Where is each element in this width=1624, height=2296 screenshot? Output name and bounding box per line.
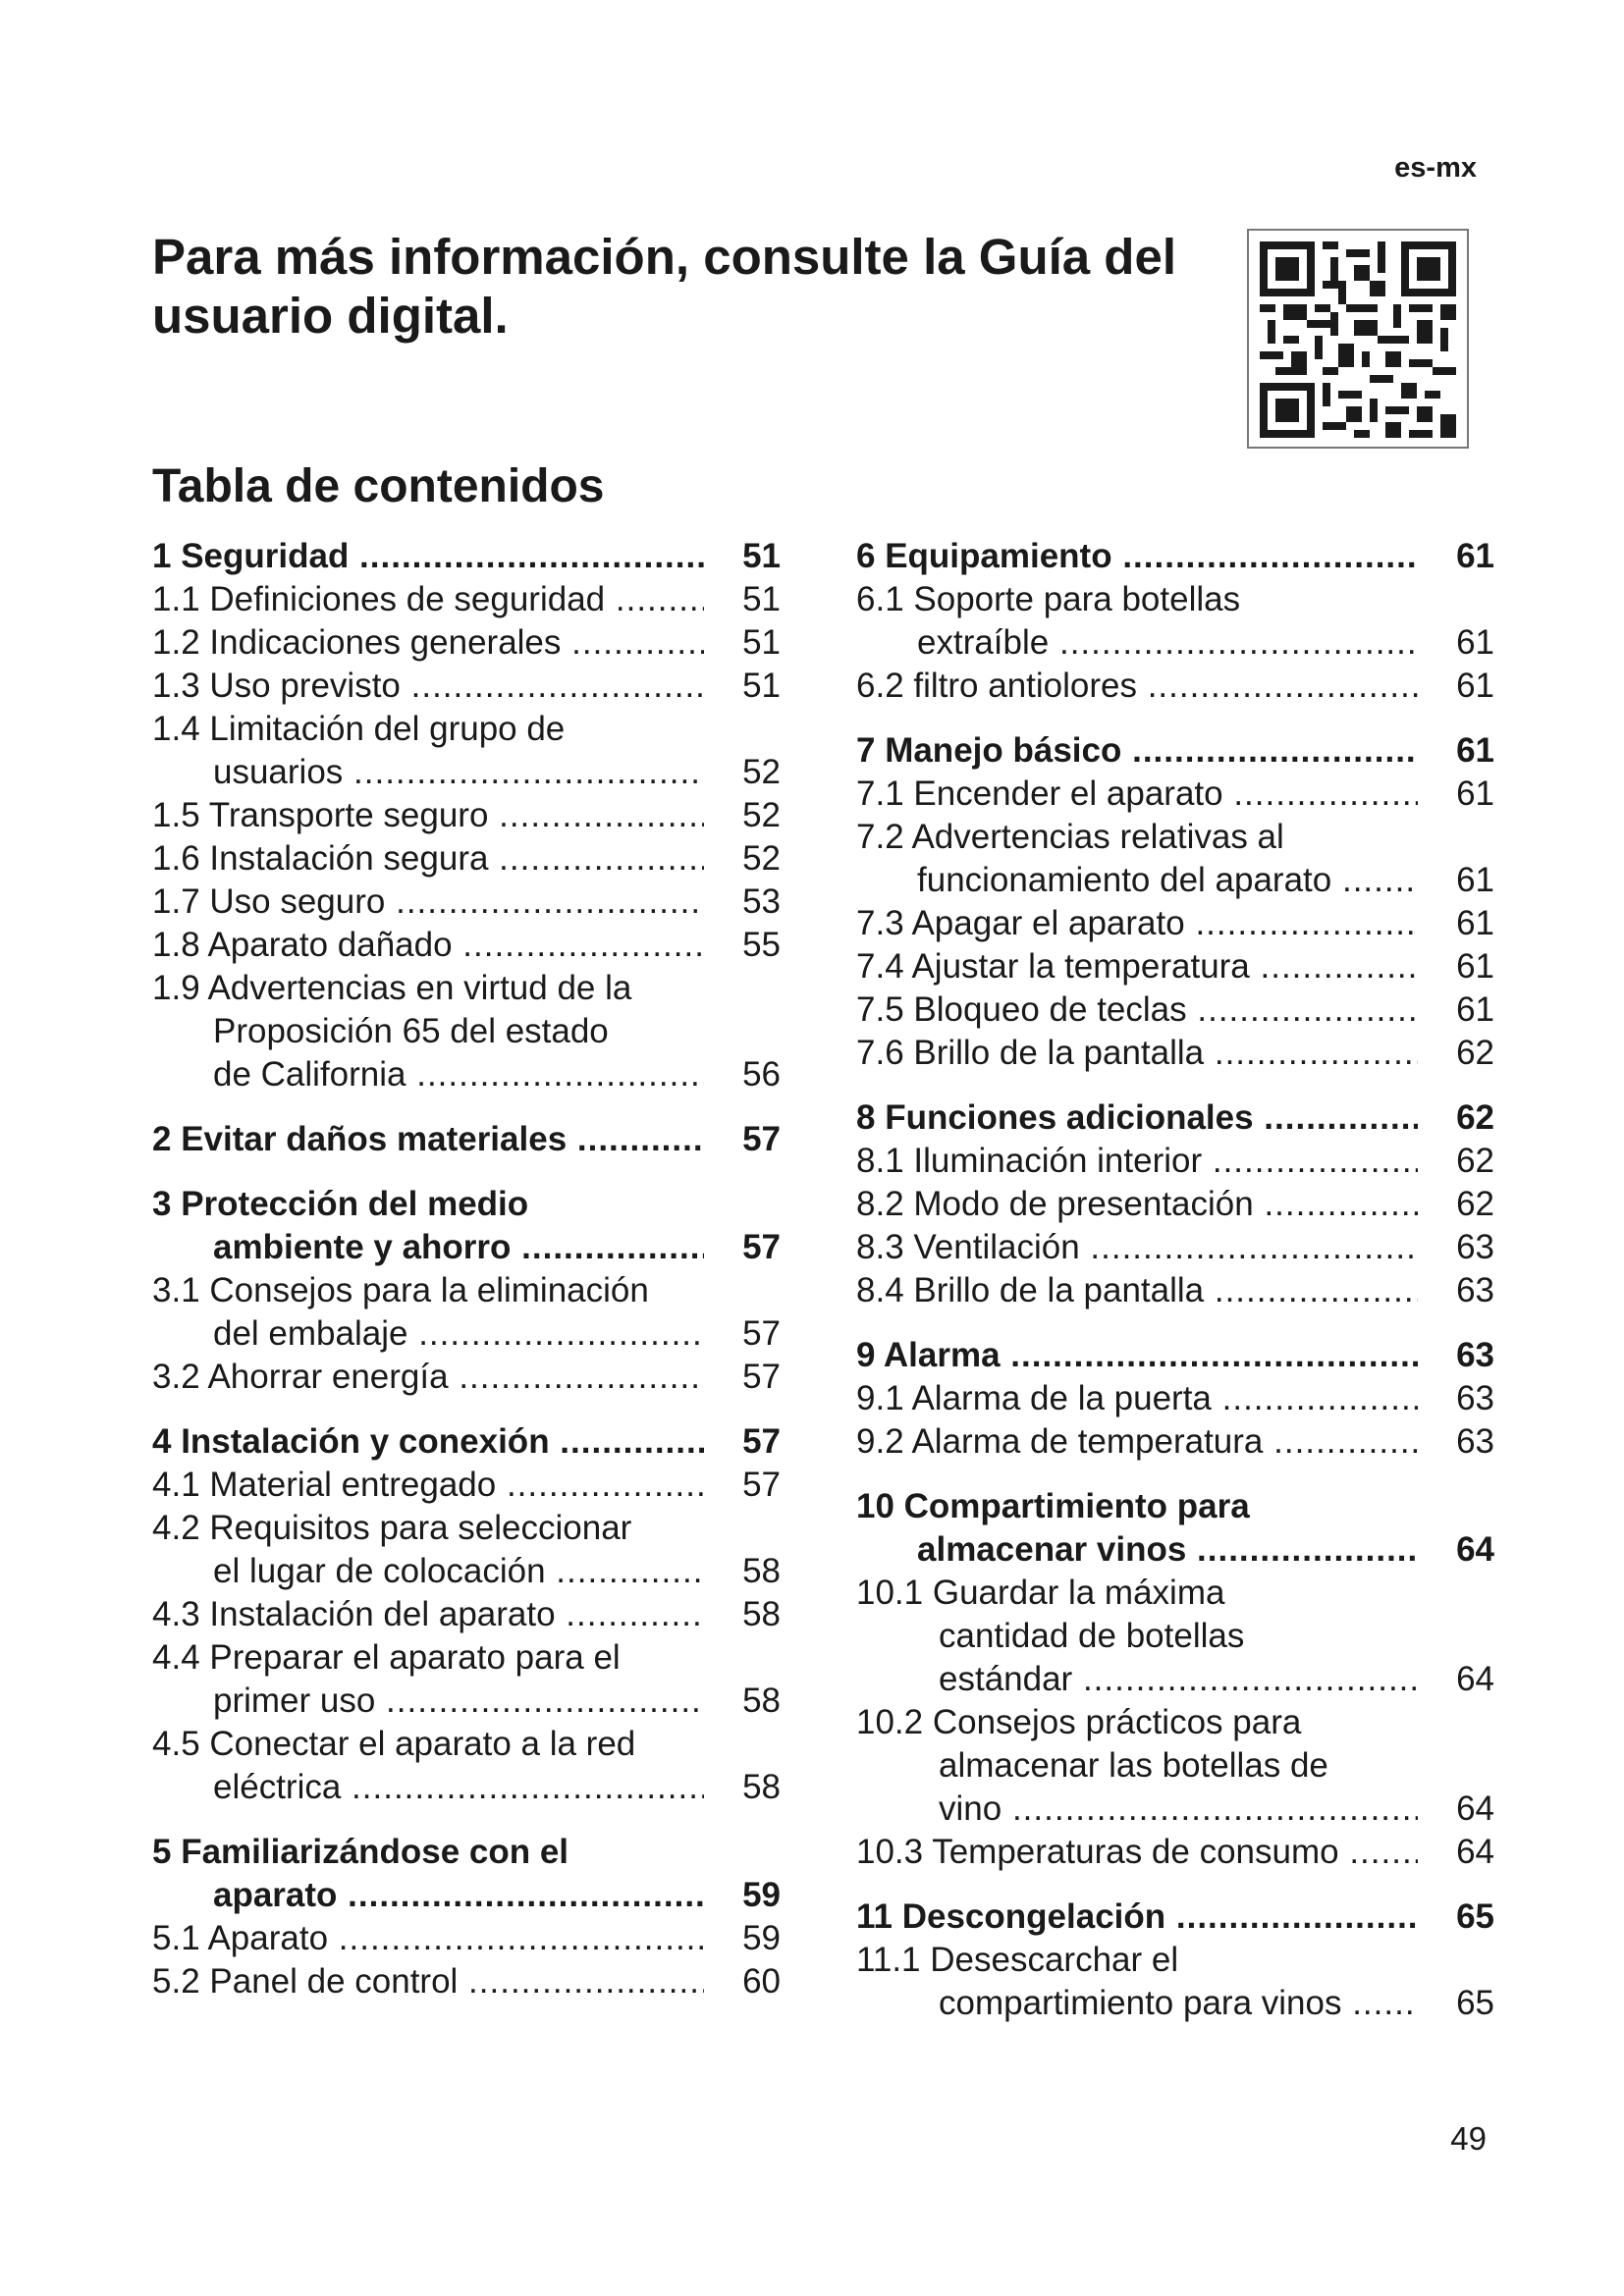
toc-entry[interactable]	[856, 1701, 1494, 1831]
toc-entry-page: 62	[1456, 1098, 1494, 1137]
toc-entry-page: 63	[1456, 1228, 1494, 1266]
toc-entry-title: 6.2 filtro antiolores .....	[856, 665, 1418, 708]
language-code: es-mx	[1394, 152, 1477, 184]
toc-entry-page: 56	[742, 1055, 781, 1094]
toc-entry-title: 7.5 Bloqueo de teclas .....	[856, 988, 1418, 1032]
toc-entry[interactable]	[152, 578, 781, 621]
toc-entry-page: 51	[742, 623, 781, 662]
toc-entry[interactable]	[152, 1356, 781, 1399]
toc-entry-page: 62	[1456, 1185, 1494, 1223]
toc-entry-line: 6.1 Soporte para botellas	[856, 580, 1241, 618]
toc-left-column	[152, 535, 781, 2003]
toc-entry-title: 4.1 Material entregado .....	[152, 1464, 704, 1507]
toc-entry-page: 63	[1456, 1379, 1494, 1417]
toc-entry-title: 7.6 Brillo de la pantalla .....	[856, 1032, 1418, 1075]
toc-entry-line: 4.4 Preparar el aparato para el	[152, 1638, 621, 1677]
toc-entry-line: cantidad de botellas	[939, 1617, 1245, 1655]
toc-entry-page: 57	[742, 1466, 781, 1504]
toc-entry-page: 51	[742, 537, 781, 575]
toc-entry-title: el lugar de colocación .....	[213, 1550, 704, 1593]
toc-entry[interactable]	[856, 1226, 1494, 1269]
toc-entry-page: 57	[742, 1314, 781, 1353]
toc-entry[interactable]	[152, 1118, 781, 1161]
toc-entry-page: 52	[742, 753, 781, 791]
toc-entry-line: 1.4 Limitación del grupo de	[152, 710, 566, 748]
toc-entry-title: 7.4 Ajustar la temperatura .....	[856, 945, 1418, 988]
digital-guide-heading: Para más información, consulte la Guía del usuario digital.	[152, 229, 1176, 344]
toc-entry[interactable]	[152, 621, 781, 665]
toc-entry[interactable]	[152, 967, 781, 1096]
toc-entry-title: 3.2 Ahorrar energía .....	[152, 1356, 704, 1399]
toc-entry-title: 1.7 Uso seguro .....	[152, 881, 704, 924]
toc-entry-line: 3.1 Consejos para la eliminación	[152, 1271, 649, 1309]
toc-entry-title: extraíble .....	[917, 621, 1418, 665]
toc-entry-title: 9.2 Alarma de temperatura .....	[856, 1420, 1418, 1464]
toc-entry[interactable]	[152, 881, 781, 924]
toc-entry[interactable]	[856, 773, 1494, 816]
toc-entry-title: 2 Evitar daños materiales .....	[152, 1118, 704, 1161]
toc-entry[interactable]	[152, 1636, 781, 1723]
toc-entry-title: 1.1 Definiciones de seguridad .....	[152, 578, 704, 621]
toc-entry-page: 58	[742, 1595, 781, 1633]
toc-entry[interactable]	[152, 1507, 781, 1593]
toc-entry-title: 8.4 Brillo de la pantalla .....	[856, 1269, 1418, 1312]
toc-entry[interactable]	[856, 535, 1494, 578]
qr-code[interactable]	[1247, 229, 1469, 449]
toc-entry-title: 5.2 Panel de control .....	[152, 1960, 704, 2003]
toc-entry[interactable]	[152, 794, 781, 837]
toc-entry-page: 61	[1456, 774, 1494, 813]
toc-entry-title: 1 Seguridad .....	[152, 535, 704, 578]
toc-entry-title: 8.1 Iluminación interior .....	[856, 1140, 1418, 1183]
toc-entry[interactable]	[152, 1960, 781, 2003]
toc-entry[interactable]	[856, 1485, 1494, 1572]
toc-entry[interactable]	[856, 665, 1494, 708]
toc-entry-page: 51	[742, 667, 781, 705]
toc-entry-title: 5.1 Aparato .....	[152, 1917, 704, 1960]
toc-entry-title: 8.3 Ventilación .....	[856, 1226, 1418, 1269]
toc-entry[interactable]	[152, 1269, 781, 1356]
toc-entry-title: 4 Instalación y conexión .....	[152, 1420, 704, 1464]
toc-entry-page: 57	[742, 1422, 781, 1461]
toc-entry[interactable]	[856, 1420, 1494, 1464]
toc-entry-title: funcionamiento del aparato .....	[917, 859, 1418, 902]
toc-entry-title: 7 Manejo básico .....	[856, 729, 1418, 773]
toc-entry[interactable]	[856, 816, 1494, 902]
toc-entry-page: 63	[1456, 1422, 1494, 1461]
toc-entry[interactable]	[856, 1896, 1494, 1939]
toc-entry-title: 1.8 Aparato dañado .....	[152, 924, 704, 967]
toc-entry-page: 64	[1456, 1660, 1494, 1698]
toc-entry-title: 7.1 Encender el aparato .....	[856, 773, 1418, 816]
toc-entry-line: almacenar las botellas de	[939, 1746, 1328, 1785]
toc-entry-line: 7.2 Advertencias relativas al	[856, 818, 1284, 856]
toc-entry[interactable]	[856, 1831, 1494, 1874]
toc-entry[interactable]	[856, 1939, 1494, 2025]
toc-entry-page: 62	[1456, 1142, 1494, 1180]
toc-entry-title: 1.3 Uso previsto .....	[152, 665, 704, 708]
toc-entry[interactable]	[152, 708, 781, 794]
toc-entry-title: 1.5 Transporte seguro .....	[152, 794, 704, 837]
toc-entry-title: 7.3 Apagar el aparato .....	[856, 902, 1418, 945]
toc-entry-page: 58	[742, 1682, 781, 1720]
toc-entry-page: 61	[1456, 904, 1494, 942]
toc-entry-title: 8.2 Modo de presentación .....	[856, 1183, 1418, 1226]
toc-title: Tabla de contenidos	[152, 460, 605, 512]
toc-entry-title: del embalaje .....	[213, 1312, 704, 1356]
toc-entry-title: 6 Equipamiento .....	[856, 535, 1418, 578]
toc-entry-line: 3 Protección del medio	[152, 1185, 529, 1223]
toc-entry-title: 8 Funciones adicionales .....	[856, 1096, 1418, 1140]
toc-entry-page: 61	[1456, 623, 1494, 662]
toc-entry[interactable]	[152, 1831, 781, 1917]
toc-entry-page: 64	[1456, 1833, 1494, 1871]
toc-entry-line: 4.2 Requisitos para seleccionar	[152, 1509, 632, 1547]
toc-entry-title: ambiente y ahorro .....	[213, 1226, 704, 1269]
toc-entry-title: 1.2 Indicaciones generales .....	[152, 621, 704, 665]
toc-entry-page: 61	[1456, 990, 1494, 1029]
toc-entry[interactable]	[856, 988, 1494, 1032]
toc-entry-page: 64	[1456, 1789, 1494, 1828]
toc-entry-title: usuarios .....	[213, 751, 704, 794]
toc-entry[interactable]	[152, 837, 781, 881]
toc-entry-title: vino .....	[939, 1788, 1418, 1831]
toc-entry-page: 61	[1456, 731, 1494, 770]
toc-entry-title: de California .....	[213, 1053, 704, 1096]
toc-entry-title: eléctrica .....	[213, 1766, 704, 1809]
toc-entry-page: 64	[1456, 1530, 1494, 1569]
toc-entry[interactable]	[152, 1917, 781, 1960]
toc-entry-page: 61	[1456, 947, 1494, 986]
toc-entry-title: primer uso .....	[213, 1680, 704, 1723]
toc-entry-line: 5 Familiarizándose con el	[152, 1833, 569, 1871]
toc-entry-title: 9 Alarma .....	[856, 1334, 1418, 1377]
toc-entry[interactable]	[856, 1096, 1494, 1140]
toc-entry[interactable]	[152, 1420, 781, 1464]
toc-entry[interactable]	[152, 665, 781, 708]
toc-entry[interactable]	[856, 1269, 1494, 1312]
toc-entry[interactable]	[856, 1377, 1494, 1420]
toc-entry-page: 55	[742, 926, 781, 964]
toc-entry-page: 63	[1456, 1271, 1494, 1309]
toc-entry[interactable]	[152, 1464, 781, 1507]
toc-entry-page: 57	[742, 1358, 781, 1396]
toc-entry[interactable]	[152, 1723, 781, 1809]
toc-entry[interactable]	[856, 729, 1494, 773]
toc-entry-page: 61	[1456, 537, 1494, 575]
toc-entry-page: 51	[742, 580, 781, 618]
toc-entry-page: 57	[742, 1120, 781, 1158]
toc-entry-page: 57	[742, 1228, 781, 1266]
toc-entry-page: 52	[742, 839, 781, 878]
toc-entry-title: 11 Descongelación .....	[856, 1896, 1418, 1939]
toc-right-column	[856, 535, 1494, 2025]
toc-entry[interactable]	[152, 535, 781, 578]
toc-entry-page: 52	[742, 796, 781, 834]
qr-code-icon	[1260, 241, 1456, 438]
toc-entry-page: 60	[742, 1962, 781, 2001]
toc-entry-page: 65	[1456, 1984, 1494, 2022]
toc-entry-line: 10.2 Consejos prácticos para	[856, 1703, 1302, 1741]
toc-entry[interactable]	[856, 1334, 1494, 1377]
toc-entry-page: 58	[742, 1552, 781, 1590]
toc-entry[interactable]	[856, 902, 1494, 945]
toc-entry-line: 10.1 Guardar la máxima	[856, 1574, 1225, 1612]
toc-entry-page: 61	[1456, 667, 1494, 705]
toc-entry[interactable]	[856, 1032, 1494, 1075]
toc-entry-page: 62	[1456, 1034, 1494, 1072]
toc-entry-title: almacenar vinos .....	[917, 1528, 1418, 1572]
toc-entry[interactable]	[856, 578, 1494, 665]
toc-entry-line: 4.5 Conectar el aparato a la red	[152, 1725, 636, 1763]
toc-entry[interactable]	[152, 1183, 781, 1269]
toc-entry[interactable]	[856, 1140, 1494, 1183]
toc-entry[interactable]	[152, 1593, 781, 1636]
toc-entry-page: 61	[1456, 861, 1494, 899]
toc-entry-page: 63	[1456, 1336, 1494, 1374]
toc-entry-title: aparato .....	[213, 1874, 704, 1917]
toc-entry-title: 10.3 Temperaturas de consumo .....	[856, 1831, 1418, 1874]
toc-entry-page: 59	[742, 1919, 781, 1957]
toc-entry[interactable]	[152, 924, 781, 967]
toc-entry[interactable]	[856, 1572, 1494, 1701]
toc-entry-page: 59	[742, 1876, 781, 1914]
toc-entry-line: 1.9 Advertencias en virtud de la	[152, 969, 632, 1007]
toc-entry-line: 11.1 Desescarchar el	[856, 1941, 1179, 1979]
page-number: 49	[1450, 2120, 1487, 2157]
toc-entry-line: Proposición 65 del estado	[213, 1012, 609, 1050]
toc-entry-title: 9.1 Alarma de la puerta .....	[856, 1377, 1418, 1420]
toc-entry-title: 4.3 Instalación del aparato .....	[152, 1593, 704, 1636]
toc-entry-title: 1.6 Instalación segura .....	[152, 837, 704, 881]
toc-entry[interactable]	[856, 1183, 1494, 1226]
toc-entry-line: 10 Compartimiento para	[856, 1487, 1250, 1525]
toc-entry-page: 65	[1456, 1897, 1494, 1936]
toc-entry-page: 58	[742, 1768, 781, 1806]
toc-entry[interactable]	[856, 945, 1494, 988]
toc-entry-page: 53	[742, 882, 781, 921]
toc-entry-title: compartimiento para vinos .....	[939, 1982, 1418, 2025]
toc-entry-title: estándar .....	[939, 1658, 1418, 1701]
